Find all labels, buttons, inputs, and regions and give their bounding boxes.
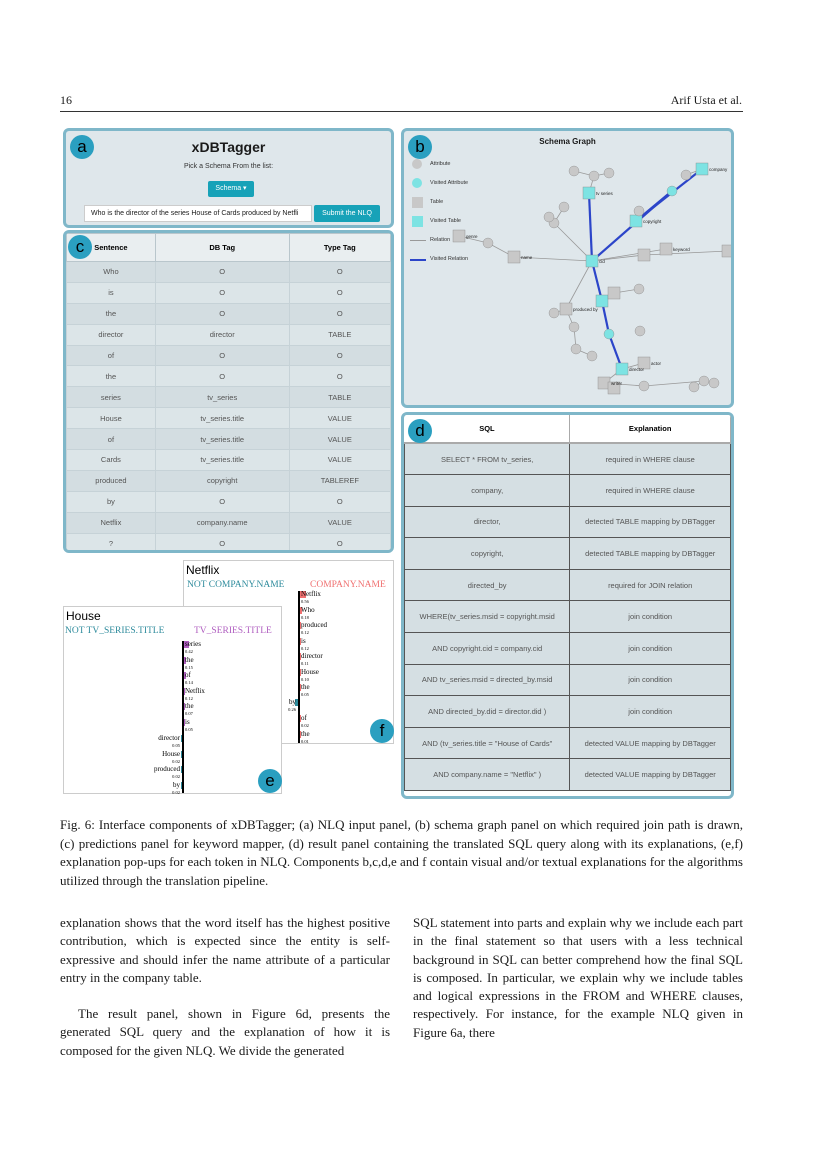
token-label: of xyxy=(185,671,191,679)
panel-badge-f: f xyxy=(370,719,394,743)
table-row xyxy=(67,429,391,450)
schema-graph-panel xyxy=(401,128,734,408)
visited-table-node[interactable] xyxy=(583,187,595,199)
token-value: 0.12 xyxy=(301,645,309,651)
panel-badge-d: d xyxy=(408,419,432,443)
token-label: of xyxy=(301,714,307,722)
token-label: produced xyxy=(301,621,328,629)
table-cell: Cards xyxy=(67,450,156,471)
token-value: 0.15 xyxy=(185,664,193,670)
table-cell: produced xyxy=(67,470,156,491)
page-number: 16 xyxy=(60,93,72,107)
contribution-bar xyxy=(181,766,182,773)
table-cell: join condition xyxy=(570,696,731,728)
visited-table-node[interactable] xyxy=(630,215,642,227)
table-cell: TABLE xyxy=(289,324,390,345)
table-cell: AND directed_by.did = director.did ) xyxy=(405,696,570,728)
graph-node-label: company xyxy=(709,167,728,172)
table-cell: O xyxy=(155,366,289,387)
token-value: 0.02 xyxy=(172,758,180,764)
predictions-table xyxy=(66,233,391,553)
table-cell: join condition xyxy=(570,601,731,633)
table-cell: detected VALUE mapping by DBTagger xyxy=(570,759,731,791)
table-cell: O xyxy=(155,303,289,324)
attribute-node[interactable] xyxy=(571,344,581,354)
attribute-node[interactable] xyxy=(634,206,644,216)
table-cell: VALUE xyxy=(289,429,390,450)
token-value: 0.02 xyxy=(172,789,180,795)
legend-label: Relation xyxy=(430,237,451,243)
table-node[interactable] xyxy=(722,245,734,257)
table-cell: O xyxy=(289,262,390,283)
table-cell: VALUE xyxy=(289,512,390,533)
nlq-input-panel xyxy=(63,128,394,228)
token-label: series xyxy=(185,640,201,648)
table-cell: series xyxy=(67,387,156,408)
popup-token-title: House xyxy=(66,609,101,623)
table-cell: O xyxy=(155,491,289,512)
popup-positive-label: TV_SERIES.TITLE xyxy=(194,626,272,636)
token-label: House xyxy=(301,667,319,676)
graph-node-label: keyword xyxy=(673,247,690,252)
table-cell: by xyxy=(67,491,156,512)
contribution-bar xyxy=(181,735,182,742)
relation-edge xyxy=(566,261,592,309)
table-cell: tv_series.title xyxy=(155,450,289,471)
table-cell: Who xyxy=(67,262,156,283)
table-cell: O xyxy=(289,345,390,366)
token-value: 0.05 xyxy=(301,692,309,697)
table-cell: company, xyxy=(405,475,570,507)
table-cell: detected TABLE mapping by DBTagger xyxy=(570,538,731,570)
token-label: by xyxy=(173,780,180,789)
table-cell: TABLEREF xyxy=(289,470,390,491)
running-header-author: Arif Usta et al. xyxy=(670,93,742,107)
graph-node-label: writer xyxy=(611,381,622,386)
table-cell: required for JOIN relation xyxy=(570,569,731,601)
table-row xyxy=(67,408,391,429)
panel-badge-c: c xyxy=(68,235,92,259)
explanation-popup-house xyxy=(63,606,282,794)
column-header: Explanation xyxy=(570,415,731,443)
token-label: director xyxy=(158,734,180,742)
visited-relation-edge xyxy=(589,193,592,261)
graph-node-label: actor xyxy=(651,361,662,366)
table-row xyxy=(405,696,731,728)
token-label: the xyxy=(301,683,310,691)
table-cell: directed_by xyxy=(405,569,570,601)
table-cell: O xyxy=(289,533,390,553)
table-row xyxy=(405,633,731,665)
popup-negative-label: NOT TV_SERIES.TITLE xyxy=(65,626,165,636)
table-cell: is xyxy=(67,282,156,303)
table-cell: ? xyxy=(67,533,156,553)
table-cell: copyright xyxy=(155,470,289,491)
table-cell: Netflix xyxy=(67,512,156,533)
graph-node-label: copyright xyxy=(643,219,662,224)
table-cell: AND (tv_series.title = "House of Cards" xyxy=(405,727,570,759)
table-row xyxy=(67,450,391,471)
table-node[interactable] xyxy=(560,303,572,315)
table-cell: O xyxy=(155,533,289,553)
contribution-bar xyxy=(181,751,182,758)
column-header: Type Tag xyxy=(289,234,390,262)
token-label: by xyxy=(289,698,296,706)
table-row xyxy=(405,759,731,791)
graph-node-label: name xyxy=(521,255,533,260)
token-label: is xyxy=(185,717,190,726)
visited-attribute-node[interactable] xyxy=(604,329,614,339)
table-cell: join condition xyxy=(570,664,731,696)
token-value: 0.42 xyxy=(185,649,193,654)
attribute-node[interactable] xyxy=(549,308,559,318)
table-cell: tv_series.title xyxy=(155,429,289,450)
token-label: the xyxy=(185,655,194,664)
table-node[interactable] xyxy=(508,251,520,263)
token-value: 0.12 xyxy=(185,695,193,701)
table-row xyxy=(67,324,391,345)
token-value: 0.07 xyxy=(185,711,193,716)
table-row xyxy=(67,533,391,553)
sql-explanation-table xyxy=(404,415,731,791)
visited-table-node[interactable] xyxy=(596,295,608,307)
token-label: Netflix xyxy=(301,590,321,598)
schema-dropdown-button[interactable]: Schema ▾ xyxy=(208,181,254,197)
legend-label: Visited Relation xyxy=(430,256,469,262)
attribute-node[interactable] xyxy=(483,238,493,248)
table-cell: VALUE xyxy=(289,450,390,471)
token-label: the xyxy=(185,702,194,710)
table-row xyxy=(405,506,731,538)
contribution-axis xyxy=(182,641,184,793)
attribute-node[interactable] xyxy=(635,326,645,336)
table-row xyxy=(405,601,731,633)
legend-label: Visited Attribute xyxy=(430,180,469,186)
token-label: director xyxy=(301,652,323,660)
token-label: House xyxy=(162,749,180,758)
attribute-node[interactable] xyxy=(544,212,554,222)
column-header: Sentence xyxy=(67,234,156,262)
popup-positive-label: COMPANY.NAME xyxy=(310,580,386,590)
table-cell: SELECT * FROM tv_series, xyxy=(405,443,570,475)
attribute-node[interactable] xyxy=(709,378,719,388)
paragraph: The result panel, shown in Figure 6d, presents the generated SQL query and the explanation of how it is composed for the given NLQ. We divide the generated xyxy=(60,1006,390,1058)
token-value: 0.18 xyxy=(301,614,309,620)
table-cell: O xyxy=(155,282,289,303)
table-row xyxy=(405,475,731,507)
table-node[interactable] xyxy=(453,230,465,242)
table-cell: detected VALUE mapping by DBTagger xyxy=(570,727,731,759)
table-cell: O xyxy=(289,282,390,303)
table-cell: AND company.name = "Netflix" ) xyxy=(405,759,570,791)
table-cell: O xyxy=(155,262,289,283)
table-row xyxy=(67,387,391,408)
token-value: 0.56 xyxy=(301,599,309,604)
table-cell: required in WHERE clause xyxy=(570,443,731,475)
body-column-right xyxy=(413,914,743,1042)
table-cell: the xyxy=(67,303,156,324)
legend-label: Table xyxy=(430,199,444,205)
attribute-node[interactable] xyxy=(589,171,599,181)
attribute-node[interactable] xyxy=(587,351,597,361)
popup-negative-label: NOT COMPANY.NAME xyxy=(187,580,285,590)
table-cell: AND tv_series.msid = directed_by.msid xyxy=(405,664,570,696)
graph-node-label: produced by xyxy=(573,307,598,312)
table-node[interactable] xyxy=(660,243,672,255)
body-column-left xyxy=(60,914,390,1060)
table-cell: join condition xyxy=(570,633,731,665)
token-label: Netflix xyxy=(185,686,205,695)
table-cell: VALUE xyxy=(289,408,390,429)
table-row xyxy=(67,512,391,533)
visited-table-node[interactable] xyxy=(616,363,628,375)
table-cell: director xyxy=(67,324,156,345)
attribute-node[interactable] xyxy=(689,382,699,392)
contribution-bar xyxy=(181,782,182,789)
token-value: 0.10 xyxy=(301,676,309,682)
table-cell: required in WHERE clause xyxy=(570,475,731,507)
popup-token-title: Netflix xyxy=(186,563,220,577)
app-title: xDBTagger xyxy=(191,139,266,155)
table-row xyxy=(405,443,731,475)
table-row xyxy=(405,664,731,696)
token-label: Who xyxy=(301,605,315,614)
table-cell: O xyxy=(289,303,390,324)
column-header: DB Tag xyxy=(155,234,289,262)
table-cell: tv_series.title xyxy=(155,408,289,429)
token-value: 0.12 xyxy=(301,630,309,635)
legend-label: Visited Table xyxy=(430,218,461,224)
schema-graph[interactable] xyxy=(404,131,734,408)
table-row xyxy=(67,282,391,303)
panel-badge-a: a xyxy=(70,135,94,159)
token-value: 0.14 xyxy=(185,680,193,685)
visited-table-node[interactable] xyxy=(696,163,708,175)
table-row xyxy=(405,727,731,759)
token-value: 0.11 xyxy=(301,661,309,666)
attribute-node[interactable] xyxy=(604,168,614,178)
visited-table-node[interactable] xyxy=(586,255,598,267)
table-cell: TABLE xyxy=(289,387,390,408)
graph-node-label: cid xyxy=(599,259,605,264)
graph-node-label: tv series xyxy=(596,191,613,196)
panel-badge-e: e xyxy=(258,769,282,793)
table-cell: detected TABLE mapping by DBTagger xyxy=(570,506,731,538)
column-header: SQL xyxy=(405,415,570,443)
paragraph: SQL statement into parts and explain why we include each part in the final statement so that users with a less technical background in SQL can better comprehend how the final SQL is composed. In particular, we explain why we include tables and logical expressions in the FROM and WHERE clauses, respectively. For instance, for the example NLQ given in Figure 6a, there xyxy=(413,915,743,1040)
panel-badge-b: b xyxy=(408,135,432,159)
token-value: 0.05 xyxy=(185,726,193,732)
table-cell: O xyxy=(289,491,390,512)
table-cell: company.name xyxy=(155,512,289,533)
table-row xyxy=(67,470,391,491)
table-row xyxy=(67,262,391,283)
attribute-node[interactable] xyxy=(569,166,579,176)
table-cell: the xyxy=(67,366,156,387)
schema-graph-title: Schema Graph xyxy=(539,137,596,146)
token-label: the xyxy=(301,729,310,738)
attribute-node[interactable] xyxy=(699,376,709,386)
legend-label: Attribute xyxy=(430,161,451,167)
table-cell: director xyxy=(155,324,289,345)
table-row xyxy=(405,569,731,601)
table-row xyxy=(67,366,391,387)
table-cell: of xyxy=(67,345,156,366)
table-cell: O xyxy=(155,345,289,366)
header-rule xyxy=(60,111,743,112)
attribute-node[interactable] xyxy=(569,322,579,332)
token-label: produced xyxy=(153,765,180,773)
token-label: is xyxy=(301,636,306,645)
table-row xyxy=(405,538,731,570)
figure-caption: Fig. 6: Interface components of xDBTagger; (a) NLQ input panel, (b) schema graph panel on which required join path is drawn, (c) predictions panel for keyword mapper, (d) result panel containing the translated SQL query along with its explanations, (e,f) explanation pop-ups for each token in NLQ. Components b,c,d,e and f contain visual and/or textual explanations for the algorithms utilized through the translation pipeline. xyxy=(60,817,743,888)
token-value: 0.02 xyxy=(301,723,309,728)
attribute-node[interactable] xyxy=(559,202,569,212)
table-cell: director, xyxy=(405,506,570,538)
token-value: 0.05 xyxy=(172,743,180,748)
token-value: 0.26 xyxy=(288,707,296,712)
table-cell: of xyxy=(67,429,156,450)
graph-node-label: director xyxy=(629,367,645,372)
graph-node-label: genre xyxy=(466,234,478,239)
attribute-node[interactable] xyxy=(639,381,649,391)
table-row xyxy=(67,345,391,366)
attribute-node[interactable] xyxy=(681,170,691,180)
table-cell: AND copyright.cid = company.cid xyxy=(405,633,570,665)
table-node[interactable] xyxy=(608,287,620,299)
table-cell: O xyxy=(289,366,390,387)
paragraph: explanation shows that the word itself has the highest positive contribution, which is expected since the entity is self-expressive and should infer the name attribute of a particular entry in the company table. xyxy=(60,915,390,985)
visited-attribute-node[interactable] xyxy=(667,186,677,196)
predictions-panel xyxy=(63,230,394,553)
result-panel xyxy=(401,412,734,799)
submit-nlq-button[interactable]: Submit the NLQ xyxy=(314,205,380,222)
table-row xyxy=(67,303,391,324)
token-value: 0.02 xyxy=(172,774,180,779)
table-cell: House xyxy=(67,408,156,429)
nlq-input[interactable]: Who is the director of the series House of Cards produced by Netfli xyxy=(84,205,312,222)
table-cell: copyright, xyxy=(405,538,570,570)
table-cell: tv_series xyxy=(155,387,289,408)
attribute-node[interactable] xyxy=(634,284,644,294)
table-row xyxy=(67,491,391,512)
table-cell: WHERE(tv_series.msid = copyright.msid xyxy=(405,601,570,633)
schema-prompt: Pick a Schema From the list: xyxy=(183,163,274,170)
token-value: 0.01 xyxy=(301,738,309,744)
table-node[interactable] xyxy=(638,249,650,261)
